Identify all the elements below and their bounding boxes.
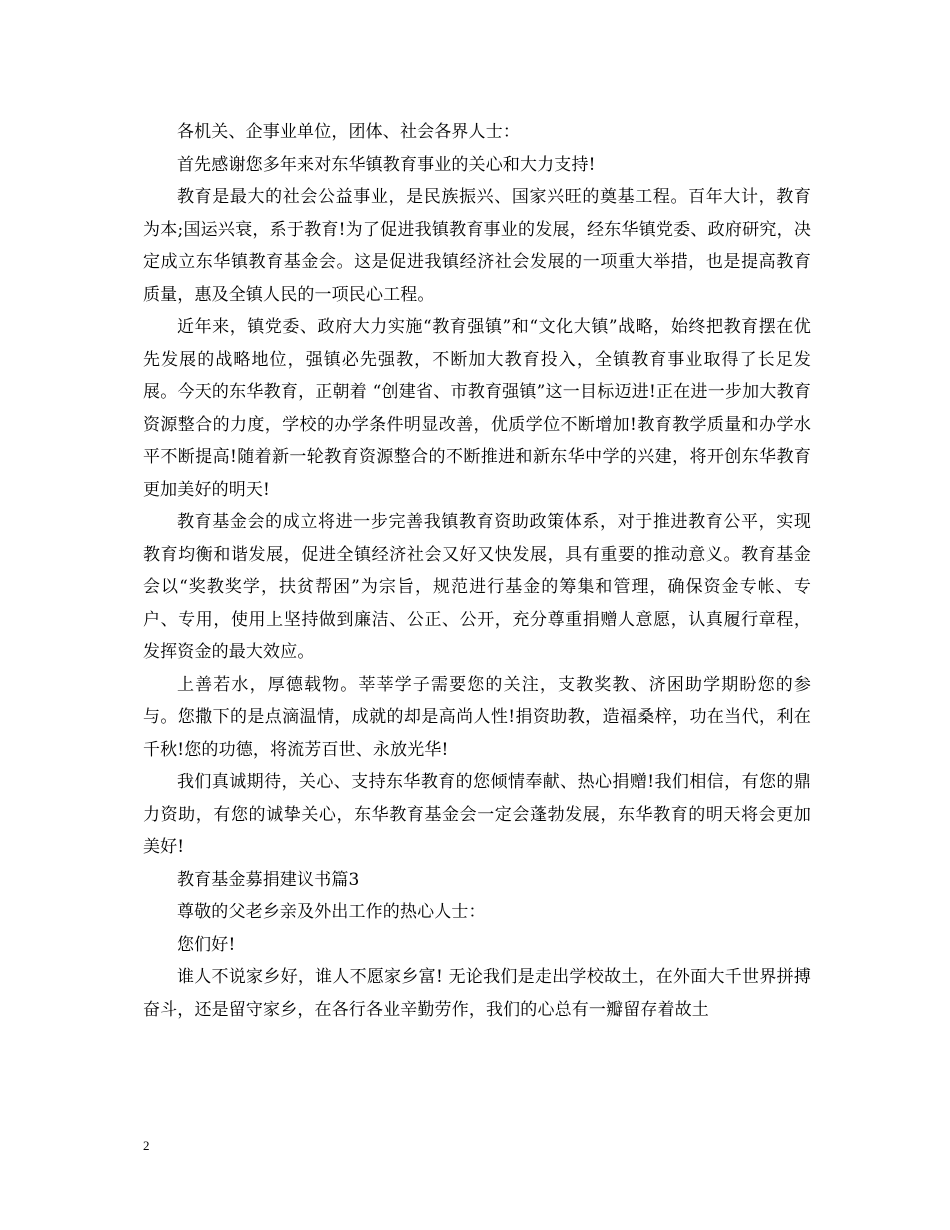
section-heading: 教育基金募捐建议书篇3 — [177, 869, 360, 890]
body-paragraph: 教育基金会的成立将进一步完善我镇教育资助政策体系，对于推进教育公平，实现教育均衡和谐发展，促进全镇经济社会又好又快发展，具有重要的推动意义。教育基金会以“奖教奖学，扶贫帮困”为宗旨，规范进行基金的筹集和管理，确保资金专帐、专户、专用，使用上坚持做到廉洁、公正、公开，充分尊重捐赠人意愿，认真履行章程，发挥资金的最大效应。 — [143, 512, 811, 662]
document-body — [143, 116, 811, 1026]
salutation-paragraph: 各机关、企事业单位，团体、社会各界人士： — [177, 122, 520, 142]
body-paragraph: 教育是最大的社会公益事业，是民族振兴、国家兴旺的奠基工程。百年大计，教育为本;国运兴衰，系于教育!为了促进我镇教育事业的发展，经东华镇党委、政府研究，决定成立东华镇教育基金会。这是促进我镇经济社会发展的一项重大举措，也是提高教育质量，惠及全镇人民的一项民心工程。 — [143, 187, 811, 305]
body-paragraph: 近年来，镇党委、政府大力实施“教育强镇”和“文化大镇”战略，始终把教育摆在优先发展的战略地位，强镇必先强教，不断加大教育投入，全镇教育事业取得了长足发展。今天的东华教育，正朝着 “创建省、市教育强镇”这一目标迈进!正在进一步加大教育资源整合的力度，学校的办学条件明显改善，优质学位不断增加!教育教学质量和办学水平不断提高!随着新一轮教育资源整合的不断推进和新东华中学的兴建，将开创东华教育更加美好的明天! — [143, 317, 811, 500]
body-paragraph: 上善若水，厚德载物。莘莘学子需要您的关注，支教奖教、济困助学期盼您的参与。您撒下的是点滴温情，成就的却是高尚人性!捐资助教，造福桑梓，功在当代，利在千秋!您的功德，将流芳百世、永放光华! — [143, 674, 811, 760]
thanks-paragraph: 首先感谢您多年来对东华镇教育事业的关心和大力支持! — [177, 154, 596, 175]
body-paragraph: 谁人不说家乡好，谁人不愿家乡富! 无论我们是走出学校故土，在外面大千世界拼搏奋斗，还是留守家乡，在各行各业辛勤劳作，我们的心总有一瓣留存着故土 — [143, 967, 811, 1020]
body-paragraph: 我们真诚期待，关心、支持东华教育的您倾情奉献、热心捐赠!我们相信，有您的鼎力资助，有您的诚挚关心，东华教育基金会一定会蓬勃发展，东华教育的明天将会更加美好! — [143, 772, 811, 857]
salutation-paragraph: 尊敬的父老乡亲及外出工作的热心人士： — [177, 902, 486, 922]
greeting-paragraph: 您们好! — [177, 934, 236, 955]
page-number: 2 — [143, 1138, 150, 1153]
